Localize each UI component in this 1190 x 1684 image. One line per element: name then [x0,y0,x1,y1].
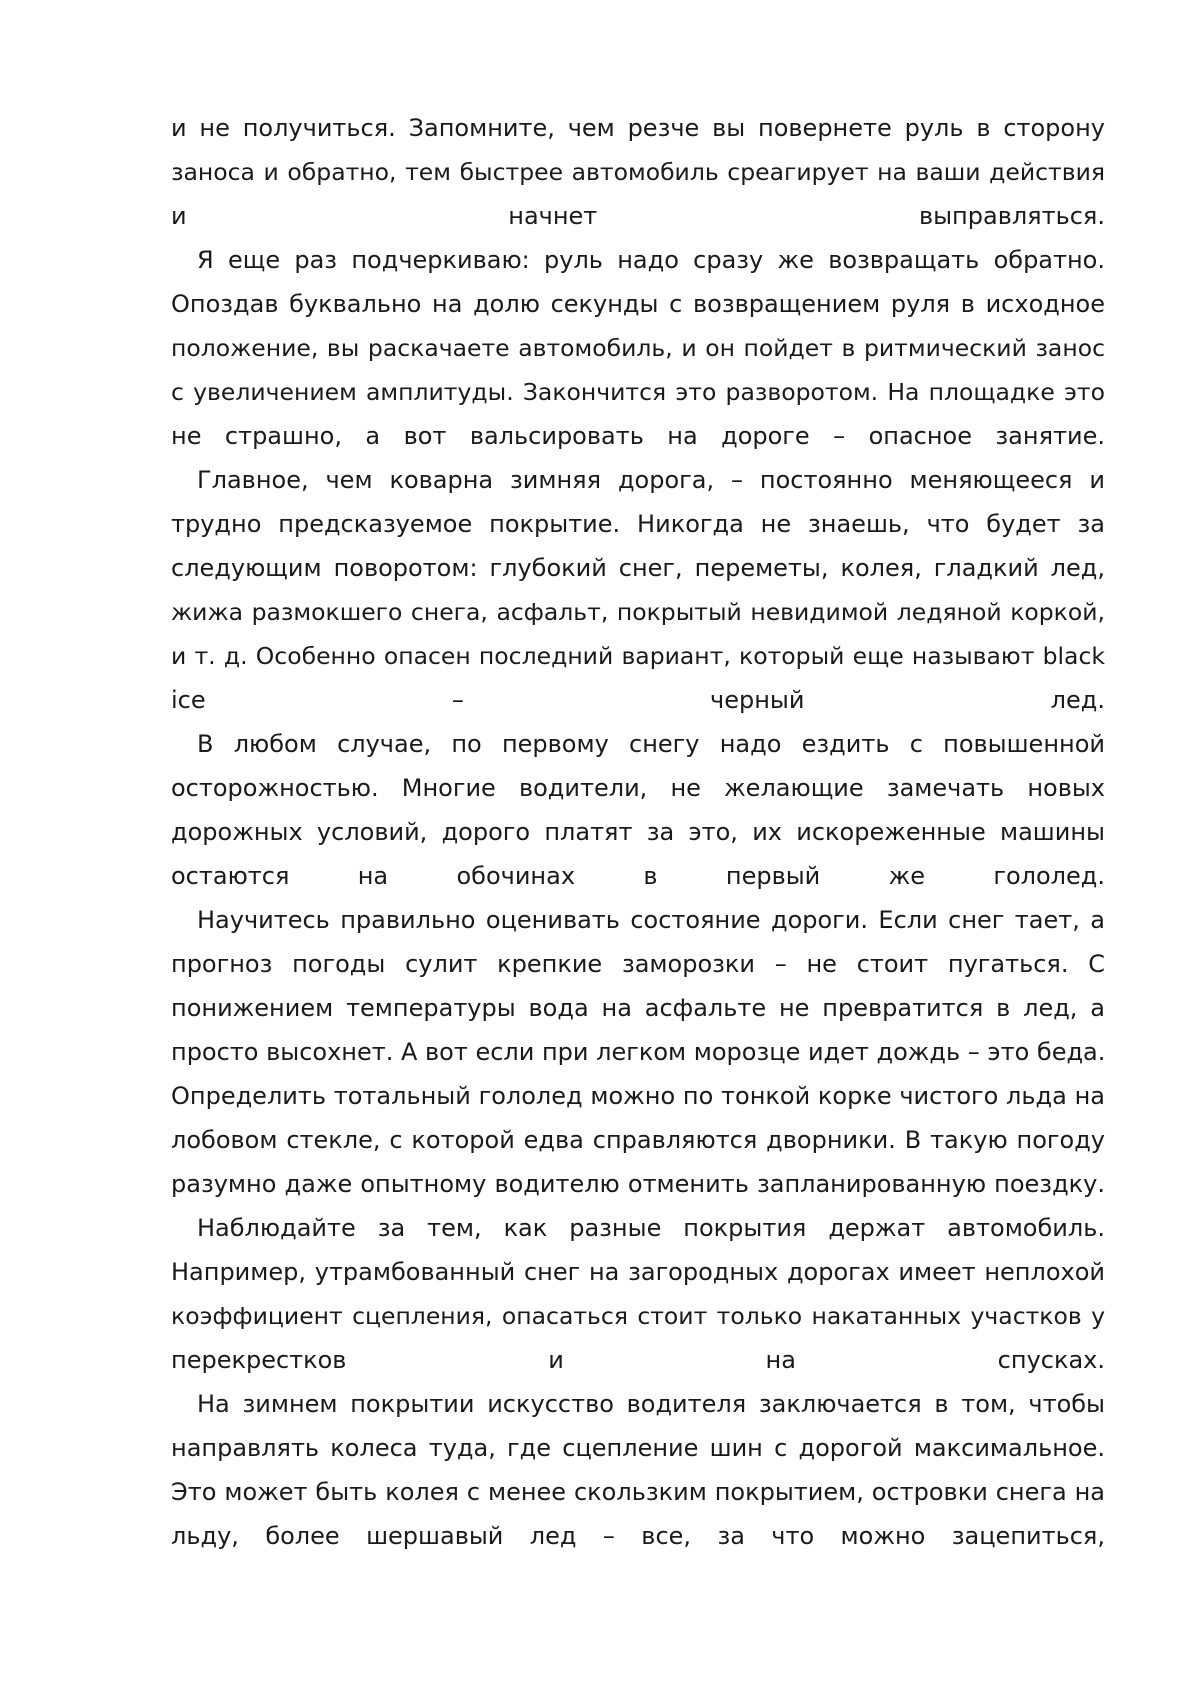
text-line: и не получиться. Запомните, чем резче вы повернете руль в сторону [171,114,1105,142]
text-line: ice – черный лед. [171,686,1105,714]
text-line: Например, утрамбованный снег на загородных дорогах имеет неплохой [171,1258,1105,1286]
text-line: направлять колеса туда, где сцепление шин с дорогой максимальное. [171,1434,1105,1462]
text-line: понижением температуры вода на асфальте не превратится в лед, а [171,994,1105,1022]
text-line: жижа размокшего снега, асфальт, покрытый невидимой ледяной коркой, [171,598,1105,626]
text-line: положение, вы раскачаете автомобиль, и он пойдет в ритмический занос [171,334,1105,362]
text-line: Научитесь правильно оценивать состояние дороги. Если снег тает, а [197,906,1105,934]
text-line: Определить тотальный гололед можно по тонкой корке чистого льда на [171,1082,1105,1110]
body-text [171,106,1105,1558]
text-line: трудно предсказуемое покрытие. Никогда не знаешь, что будет за [171,510,1105,538]
text-line: не страшно, а вот вальсировать на дороге – опасное занятие. [171,422,1105,450]
text-line: заноса и обратно, тем быстрее автомобиль среагирует на ваши действия [171,158,1105,186]
text-line: Это может быть колея с менее скользким покрытием, островки снега на [171,1478,1105,1506]
text-line: Наблюдайте за тем, как разные покрытия держат автомобиль. [197,1214,1105,1242]
text-line: просто высохнет. А вот если при легком морозце идет дождь – это беда. [171,1038,1105,1066]
text-line: осторожностью. Многие водители, не желающие замечать новых [171,774,1105,802]
text-line: остаются на обочинах в первый же гололед. [171,862,1105,890]
text-line: В любом случае, по первому снегу надо ездить с повышенной [197,730,1105,758]
text-line: прогноз погоды сулит крепкие заморозки – не стоит пугаться. С [171,950,1105,978]
text-line: разумно даже опытному водителю отменить запланированную поездку. [171,1170,1105,1198]
text-line: льду, более шершавый лед – все, за что можно зацепиться, [171,1522,1105,1550]
text-line: и начнет выправляться. [171,202,1105,230]
text-line: Опоздав буквально на долю секунды с возвращением руля в исходное [171,290,1105,318]
text-line: Я еще раз подчеркиваю: руль надо сразу же возвращать обратно. [197,246,1105,274]
text-line: дорожных условий, дорого платят за это, их искореженные машины [171,818,1105,846]
text-line: лобовом стекле, с которой едва справляются дворники. В такую погоду [171,1126,1105,1154]
text-line: следующим поворотом: глубокий снег, переметы, колея, гладкий лед, [171,554,1105,582]
text-line: перекрестков и на спусках. [171,1346,1105,1374]
text-line: На зимнем покрытии искусство водителя заключается в том, чтобы [197,1390,1105,1418]
text-line: и т. д. Особенно опасен последний вариант, который еще называют black [171,642,1105,670]
text-line: Главное, чем коварна зимняя дорога, – постоянно меняющееся и [197,466,1105,494]
text-line: с увеличением амплитуды. Закончится это разворотом. На площадке это [171,378,1105,406]
text-line: коэффициент сцепления, опасаться стоит только накатанных участков у [171,1302,1105,1330]
